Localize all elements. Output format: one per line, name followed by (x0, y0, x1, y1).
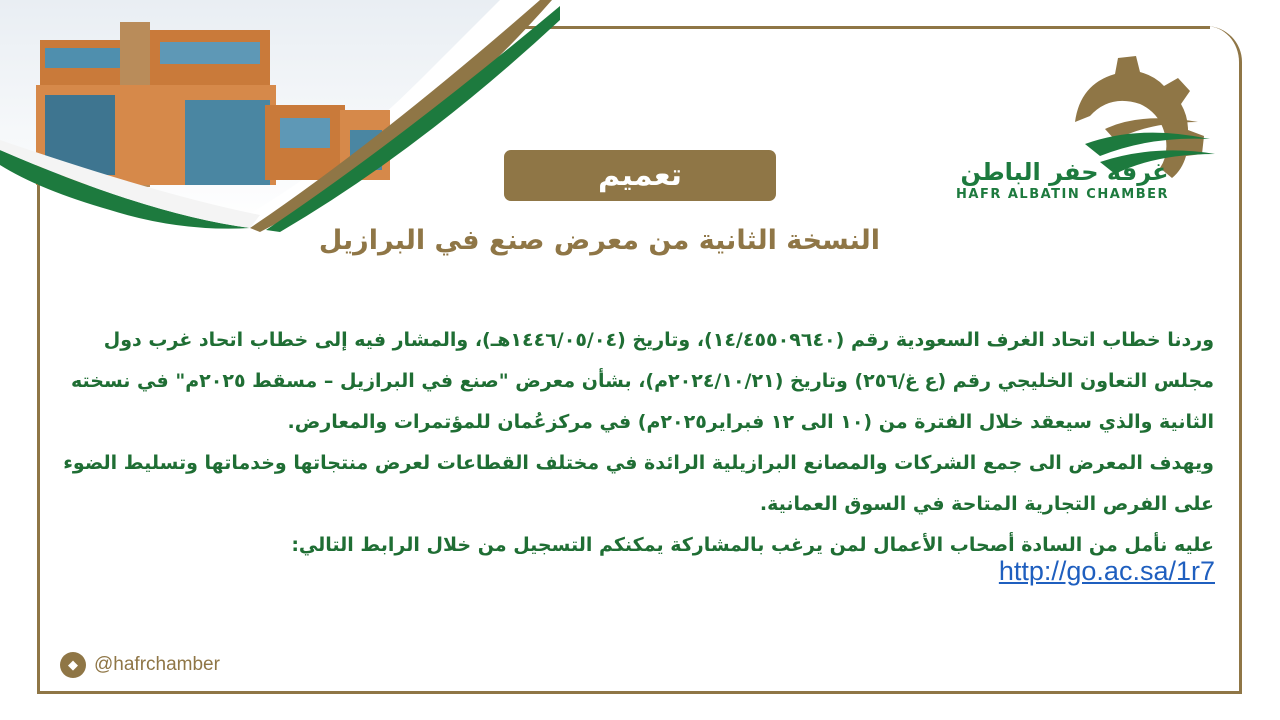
registration-link[interactable]: http://go.ac.sa/1r7 (998, 556, 1215, 586)
social-handle[interactable] (60, 650, 220, 680)
frame-left-edge (37, 180, 40, 694)
page-subtitle: النسخة الثانية من معرض صنع في البرازيل (318, 225, 880, 256)
frame-top-edge (520, 26, 1210, 29)
page-title: تعميم (597, 158, 683, 193)
logo-english-name: HAFR ALBATIN CHAMBER (956, 187, 1169, 202)
title-banner (504, 150, 776, 201)
circular-body (52, 320, 1214, 566)
body-paragraph-3: عليه نأمل من السادة أصحاب الأعمال لمن يرغب بالمشاركة يمكنكم التسجيل من خلال الرابط التالي: (291, 534, 1214, 556)
logo-arabic-name: غرفة حفر الباطن (960, 158, 1169, 186)
body-paragraph-1: وردنا خطاب اتحاد الغرف السعودية رقم (١٤/٤٥٥٠٩٦٤٠)، وتاريخ (١٤٤٦/٠٥/٠٤هـ)، والمشار فيه إلى خطاب اتحاد غرب دول مجلس التعاون الخليجي رقم (ع غ/٢٥٦) وتاريخ (٢٠٢٤/١٠/٢١م)، بشأن معرض "صنع في البرازيل – مسقط ٢٠٢٥م" في نسخته الثانية والذي سيعقد خلال الفترة من (١٠ الى ١٢ فبراير٢٠٢٥م) في مركزعُمان للمؤتمرات والمعارض. (70, 329, 1214, 433)
twitter-bird-icon: ◆ (60, 652, 86, 678)
body-paragraph-2: ويهدف المعرض الى جمع الشركات والمصانع البرازيلية الرائدة في مختلف القطاعات لعرض منتجاتها وخدماتها وتسليط الضوء على الفرص التجارية المتاحة في السوق العمانية. (63, 452, 1214, 515)
handle-text: @hafrchamber (94, 654, 220, 675)
building-photo (0, 0, 560, 235)
